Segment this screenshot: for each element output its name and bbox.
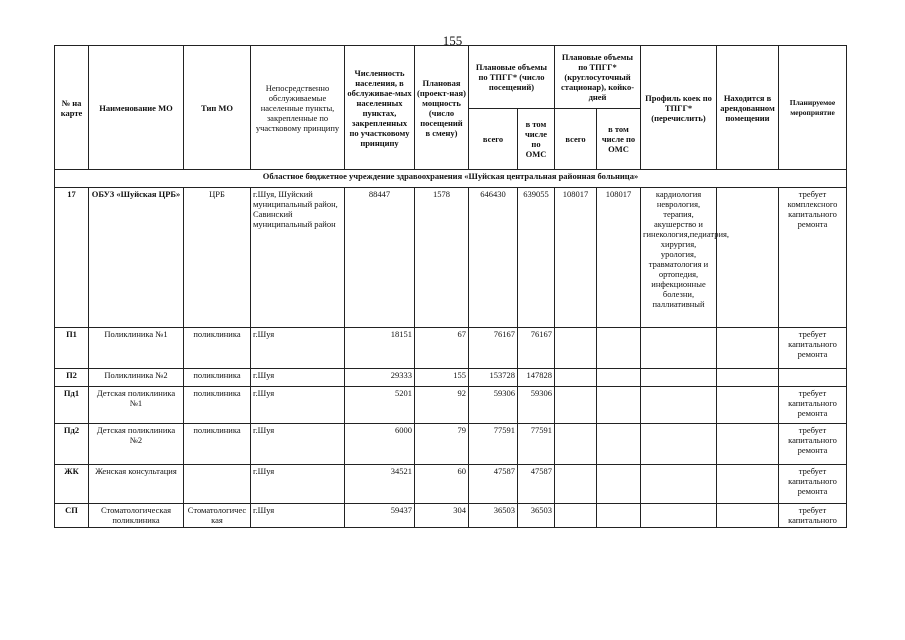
cell-capacity: 67 <box>415 328 469 369</box>
cell-visits-total: 76167 <box>469 328 518 369</box>
header-measure: Планируемое мероприятие <box>779 46 847 170</box>
cell-profile <box>641 465 717 504</box>
cell-visits-oms: 59306 <box>518 387 555 424</box>
cell-rented <box>717 369 779 387</box>
cell-num: Пд2 <box>55 424 89 465</box>
cell-visits-oms: 36503 <box>518 504 555 528</box>
cell-measure: требует капитального <box>779 504 847 528</box>
cell-visits-total: 47587 <box>469 465 518 504</box>
table-row <box>55 424 847 465</box>
cell-days-total <box>555 424 597 465</box>
header-visits-total: всего <box>469 109 518 170</box>
cell-measure: требует капитального ремонта <box>779 424 847 465</box>
cell-num: Пд1 <box>55 387 89 424</box>
header-num: № на карте <box>55 46 89 170</box>
cell-num: П1 <box>55 328 89 369</box>
cell-visits-oms: 77591 <box>518 424 555 465</box>
cell-days-total <box>555 465 597 504</box>
facilities-table <box>54 45 847 528</box>
table-row <box>55 328 847 369</box>
cell-population: 88447 <box>345 188 415 328</box>
cell-type: поликлиника <box>184 369 251 387</box>
cell-measure: требует комплексного капитального ремонта <box>779 188 847 328</box>
cell-visits-total: 646430 <box>469 188 518 328</box>
cell-name: Женская консультация <box>89 465 184 504</box>
header-days-oms: в том числе по ОМС <box>597 109 641 170</box>
cell-type <box>184 465 251 504</box>
cell-type: ЦРБ <box>184 188 251 328</box>
cell-name: Детская поликлиника №2 <box>89 424 184 465</box>
cell-days-oms <box>597 387 641 424</box>
cell-profile <box>641 387 717 424</box>
cell-num: ЖК <box>55 465 89 504</box>
header-rented: Находится в арендованном помещении <box>717 46 779 170</box>
cell-served: г.Шуя, Шуйский муниципальный район, Савинский муниципальный район <box>251 188 345 328</box>
cell-rented <box>717 328 779 369</box>
cell-population: 59437 <box>345 504 415 528</box>
cell-visits-oms: 639055 <box>518 188 555 328</box>
cell-population: 6000 <box>345 424 415 465</box>
cell-days-total <box>555 504 597 528</box>
cell-served: г.Шуя <box>251 424 345 465</box>
cell-population: 29333 <box>345 369 415 387</box>
cell-measure: требует капитального ремонта <box>779 387 847 424</box>
table-row <box>55 369 847 387</box>
cell-profile <box>641 504 717 528</box>
cell-measure: требует капитального ремонта <box>779 328 847 369</box>
cell-rented <box>717 465 779 504</box>
cell-days-total <box>555 328 597 369</box>
cell-visits-total: 36503 <box>469 504 518 528</box>
cell-type: поликлиника <box>184 328 251 369</box>
cell-days-total: 108017 <box>555 188 597 328</box>
header-type: Тип МО <box>184 46 251 170</box>
cell-profile <box>641 328 717 369</box>
cell-rented <box>717 504 779 528</box>
table-row <box>55 387 847 424</box>
cell-measure <box>779 369 847 387</box>
header-row <box>55 46 847 109</box>
cell-population: 18151 <box>345 328 415 369</box>
table-row <box>55 504 847 528</box>
cell-num: 17 <box>55 188 89 328</box>
table-row <box>55 465 847 504</box>
cell-capacity: 304 <box>415 504 469 528</box>
cell-type: поликлиника <box>184 424 251 465</box>
header-name: Наименование МО <box>89 46 184 170</box>
table-row <box>55 188 847 328</box>
section-title: Областное бюджетное учреждение здравоохранения «Шуйская центральная районная больница» <box>55 170 847 188</box>
cell-type: Стоматологическая <box>184 504 251 528</box>
cell-rented <box>717 387 779 424</box>
cell-visits-oms: 147828 <box>518 369 555 387</box>
header-planned-visits: Плановые объемы по ТПГГ* (число посещений) <box>469 46 555 109</box>
cell-served: г.Шуя <box>251 387 345 424</box>
cell-rented <box>717 188 779 328</box>
cell-visits-total: 153728 <box>469 369 518 387</box>
cell-days-oms: 108017 <box>597 188 641 328</box>
cell-type: поликлиника <box>184 387 251 424</box>
cell-days-total <box>555 369 597 387</box>
cell-days-oms <box>597 504 641 528</box>
cell-rented <box>717 424 779 465</box>
cell-capacity: 1578 <box>415 188 469 328</box>
header-served: Непосредственно обслуживаемые населенные пункты, закрепленные по участковому принципу <box>251 46 345 170</box>
cell-num: П2 <box>55 369 89 387</box>
cell-served: г.Шуя <box>251 504 345 528</box>
cell-name: Детская поликлиника №1 <box>89 387 184 424</box>
cell-population: 34521 <box>345 465 415 504</box>
cell-capacity: 79 <box>415 424 469 465</box>
cell-served: г.Шуя <box>251 465 345 504</box>
cell-profile <box>641 369 717 387</box>
cell-visits-oms: 76167 <box>518 328 555 369</box>
cell-served: г.Шуя <box>251 369 345 387</box>
page-number: 155 <box>442 33 463 48</box>
cell-profile <box>641 424 717 465</box>
cell-name: Стоматологическая поликлиника <box>89 504 184 528</box>
cell-num: СП <box>55 504 89 528</box>
cell-population: 5201 <box>345 387 415 424</box>
cell-visits-total: 59306 <box>469 387 518 424</box>
cell-measure: требует капитального ремонта <box>779 465 847 504</box>
cell-days-oms <box>597 328 641 369</box>
cell-days-oms <box>597 424 641 465</box>
cell-name: Поликлиника №1 <box>89 328 184 369</box>
cell-days-oms <box>597 465 641 504</box>
cell-capacity: 155 <box>415 369 469 387</box>
cell-capacity: 92 <box>415 387 469 424</box>
section-row <box>55 170 847 188</box>
header-planned-days: Плановые объемы по ТПГГ* (круглосуточный стационар), койко-дней <box>555 46 641 109</box>
cell-visits-total: 77591 <box>469 424 518 465</box>
cell-days-total <box>555 387 597 424</box>
header-profile: Профиль коек по ТПГГ* (перечислить) <box>641 46 717 170</box>
cell-visits-oms: 47587 <box>518 465 555 504</box>
cell-served: г.Шуя <box>251 328 345 369</box>
header-days-total: всего <box>555 109 597 170</box>
header-population: Численность населения, в обслуживае-мых населенных пунктах, закрепленных по участковому принципу <box>345 46 415 170</box>
cell-name: ОБУЗ «Шуйская ЦРБ» <box>89 188 184 328</box>
cell-profile: кардиология неврология, терапия, акушерство и гинекология,педиатрия, хирургия, урология, травматология и ортопедия, инфекционные болезни, паллиативный <box>641 188 717 328</box>
header-visits-oms: в том числе по ОМС <box>518 109 555 170</box>
cell-capacity: 60 <box>415 465 469 504</box>
cell-days-oms <box>597 369 641 387</box>
header-capacity: Плановая (проект-ная) мощность (число посещений в смену) <box>415 46 469 170</box>
cell-name: Поликлиника №2 <box>89 369 184 387</box>
